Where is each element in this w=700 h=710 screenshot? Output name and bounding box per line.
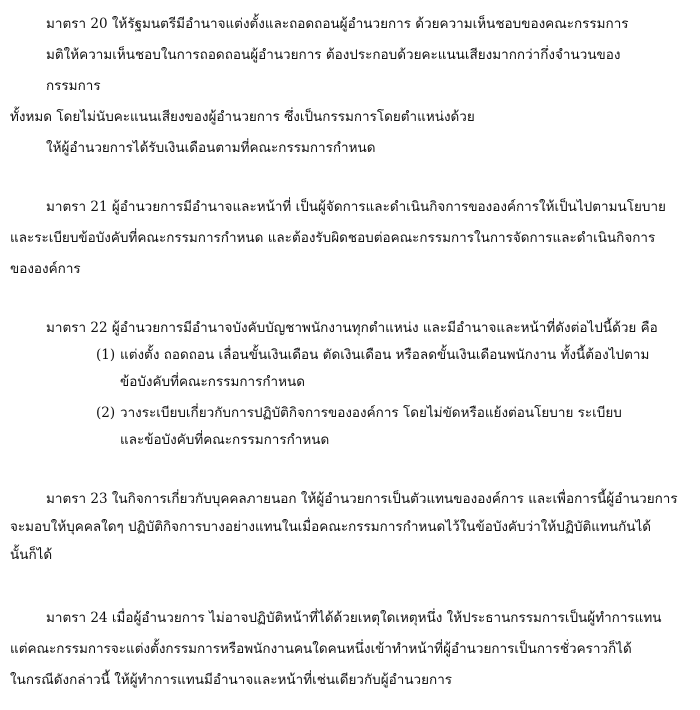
section-22-line-1: มาตรา 22 ผู้อำนวยการมีอำนาจบังคับบัญชาพนักงานทุกตำแหน่ง และมีอำนาจและหน้าที่ดังต่อไปนี้ด้วย คือ: [46, 320, 658, 336]
section-21-line-1: มาตรา 21 ผู้อำนวยการมีอำนาจและหน้าที่ เป็นผู้จัดการและดำเนินกิจการขององค์การให้เป็นไปตามนโยบาย: [46, 199, 666, 215]
section-22-item-1-line-2: ข้อบังคับที่คณะกรรมการกำหนด: [120, 374, 306, 390]
section-22-item-2-number: (2): [96, 405, 116, 421]
section-24-line-2: แต่คณะกรรมการจะแต่งตั้งกรรมการหรือพนักงานคนใดคนหนึ่งเข้าทำหน้าที่ผู้อำนวยการเป็นการชั่วคราวก็ได้: [10, 641, 632, 657]
section-20-line-4: ทั้งหมด โดยไม่นับคะแนนเสียงของผู้อำนวยการ ซึ่งเป็นกรรมการโดยตำแหน่งด้วย: [10, 109, 475, 125]
section-23-line-1: มาตรา 23 ในกิจการเกี่ยวกับบุคคลภายนอก ให้ผู้อำนวยการเป็นตัวแทนขององค์การ และเพื่อการนี้ผู้อำนวยการ: [46, 491, 678, 507]
section-24-line-1: มาตรา 24 เมื่อผู้อำนวยการ ไม่อาจปฏิบัติหน้าที่ได้ด้วยเหตุใดเหตุหนึ่ง ให้ประธานกรรมการเป็นผู้ทำการแทน: [46, 610, 662, 626]
section-22-item-1-line-1: แต่งตั้ง ถอดถอน เลื่อนขั้นเงินเดือน ตัดเงินเดือน หรือลดขั้นเงินเดือนพนักงาน ทั้งนี้ต้องไปตาม: [120, 347, 650, 363]
section-22-item-1-number: (1): [96, 347, 116, 363]
section-20-line-5: ให้ผู้อำนวยการได้รับเงินเดือนตามที่คณะกรรมการกำหนด: [46, 140, 376, 156]
section-22-item-2-line-1: วางระเบียบเกี่ยวกับการปฏิบัติกิจการขององค์การ โดยไม่ขัดหรือแย้งต่อนโยบาย ระเบียบ: [120, 405, 622, 421]
section-24-line-3: ในกรณีดังกล่าวนี้ ให้ผู้ทำการแทนมีอำนาจและหน้าที่เช่นเดียวกับผู้อำนวยการ: [10, 672, 453, 688]
section-21-line-3: ขององค์การ: [10, 261, 81, 277]
section-20-line-3: กรรมการ: [46, 78, 101, 94]
section-23-line-2: จะมอบให้บุคคลใดๆ ปฏิบัติกิจการบางอย่างแทนในเมื่อคณะกรรมการกำหนดไว้ในข้อบังคับว่าให้ปฏิบัติแทนกันได้: [10, 519, 652, 535]
section-23-line-3: นั้นก็ได้: [10, 547, 53, 563]
section-21-line-2: และระเบียบข้อบังคับที่คณะกรรมการกำหนด และต้องรับผิดชอบต่อคณะกรรมการในการจัดการและดำเนินกิจการ: [10, 230, 656, 246]
section-20-line-2: มติให้ความเห็นชอบในการถอดถอนผู้อำนวยการ ต้องประกอบด้วยคะแนนเสียงมากกว่ากึ่งจำนวนของ: [46, 47, 621, 63]
section-20-line-1: มาตรา 20 ให้รัฐมนตรีมีอำนาจแต่งตั้งและถอดถอนผู้อำนวยการ ด้วยความเห็นชอบของคณะกรรมการ: [46, 16, 629, 32]
section-22-item-2-line-2: และข้อบังคับที่คณะกรรมการกำหนด: [120, 432, 330, 448]
